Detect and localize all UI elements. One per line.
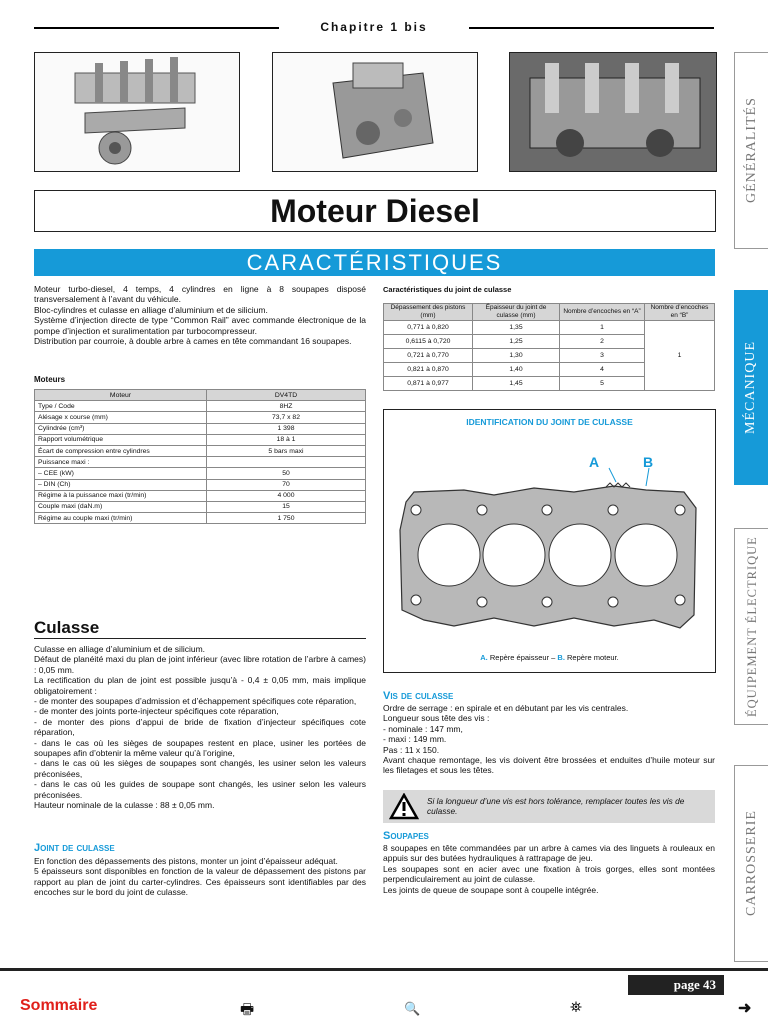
table-header: Nombre d’encoches en “B” [645, 304, 715, 321]
vis-line: - maxi : 149 mm. [383, 734, 447, 745]
side-tab-label: CARROSSERIE [744, 810, 759, 917]
table-cell: 1,35 [473, 321, 560, 335]
table-cell: 8HZ [207, 401, 366, 412]
intro-line: Système d’injection directe de type “Common Rail” avec commande électronique de la pompe d’injection et suralimentation par turbocompresseur. [34, 315, 366, 336]
culasse-line: Hauteur nominale de la culasse : 88 ± 0,05 mm. [34, 800, 215, 811]
joint-line: 5 épaisseurs sont disponibles en fonction de la valeur de dépassement des pistons par rapport au plan de joint du carter-cylindres. Ces épaisseurs sont identifiables par des encoches sur le bord du joint de culasse. [34, 866, 366, 898]
search-document-icon[interactable]: 🔍 [404, 1001, 421, 1016]
sommaire-link[interactable]: Sommaire [20, 997, 98, 1014]
table-cell: Régime au couple maxi (tr/min) [35, 513, 207, 524]
chapter-rule-left [34, 27, 279, 29]
culasse-line: - dans le cas où les sièges de soupapes sont changés, les usiner selon les valeurs préconisées, [34, 758, 366, 779]
table-cell: 0,871 à 0,977 [384, 377, 473, 391]
table-row [35, 468, 366, 479]
side-tab-label: GÉNÉRALITÉS [744, 97, 759, 204]
joint-heading: Joint de culasse [34, 842, 115, 854]
table-cell: 5 [560, 377, 645, 391]
table-header: DV4TD [207, 390, 366, 401]
vis-line: Avant chaque remontage, les vis doivent être brossées et enduites d’huile moteur sur les filetages et sous les têtes. [383, 755, 715, 776]
table-row [35, 412, 366, 423]
table-row [35, 423, 366, 434]
side-tab-mecanique[interactable] [734, 290, 768, 485]
table-cell: 4 000 [207, 490, 366, 501]
footer-rule [0, 968, 768, 971]
culasse-line: - de monter des soupapes d’admission et d’échappement spécifiques cote réparation, [34, 696, 357, 707]
label-a: A [589, 454, 600, 470]
table-header: Nombre d’encoches en “A” [560, 304, 645, 321]
intro-text [34, 284, 366, 346]
table-cell: Cylindrée (cm³) [35, 423, 207, 434]
vis-heading: Vis de culasse [383, 690, 454, 702]
culasse-line: - dans le cas où les guides de soupape sont changés, les usiner selon les valeurs préconisées. [34, 779, 366, 800]
table-row [35, 490, 366, 501]
culasse-line: Culasse en alliage d’aluminium et de silicium. [34, 644, 206, 654]
moteurs-heading: Moteurs [34, 375, 66, 384]
figure-title: IDENTIFICATION DU JOINT DE CULASSE [466, 417, 633, 427]
intro-line: Moteur turbo-diesel, 4 temps, 4 cylindres en ligne à 8 soupapes disposé transversalement à l’avant du véhicule. [34, 284, 366, 305]
table-cell: 4 [560, 363, 645, 377]
label-b: B [643, 454, 654, 470]
chapter-rule-right [469, 27, 714, 29]
warning-text: Si la longueur d’une vis est hors tolérance, remplacer toutes les vis de culasse. [427, 796, 685, 816]
vis-text [383, 703, 715, 776]
table-cell: 1 398 [207, 423, 366, 434]
table-header: Épaisseur du joint de culasse (mm) [473, 304, 560, 321]
table-cell: 3 [560, 349, 645, 363]
table-cell [207, 457, 366, 468]
table-cell: 1,30 [473, 349, 560, 363]
culasse-line: Défaut de planéité maxi du plan de joint inférieur (avec libre rotation de l’arbre à cames) : 0,05 mm. [34, 654, 366, 675]
table-cell: 18 à 1 [207, 434, 366, 445]
soupapes-heading: Soupapes [383, 830, 429, 842]
table-cell: – CEE (kW) [35, 468, 207, 479]
table-row [35, 513, 366, 524]
vis-line: Pas : 11 x 150. [383, 744, 440, 755]
table-cell: 1 [560, 321, 645, 335]
table-cell: 2 [560, 335, 645, 349]
table-cell: Alésage x course (mm) [35, 412, 207, 423]
gasket-drawing [384, 450, 715, 640]
joint-table-heading: Caractéristiques du joint de culasse [383, 285, 512, 294]
table-cell: – DIN (Ch) [35, 479, 207, 490]
table-row [35, 457, 366, 468]
table-cell: 1,40 [473, 363, 560, 377]
intro-line: Distribution par courroie, à double arbre à cames en tête commandant 16 soupapes. [34, 336, 352, 347]
binoculars-icon[interactable]: ⛯ [570, 999, 583, 1016]
side-tab-carrosserie[interactable] [734, 765, 768, 962]
soupapes-line: Les soupapes sont en acier avec une fixation à trois gorges, elles sont montées perpendiculairement au joint de culasse. [383, 863, 715, 885]
culasse-text [34, 644, 366, 811]
joint-line: En fonction des dépassements des pistons, monter un joint d’épaisseur adéquat. [34, 856, 338, 866]
figure-caption [384, 653, 715, 662]
gasket-figure [383, 409, 716, 673]
side-tab-label: MÉCANIQUE [743, 341, 758, 434]
caption-a-marker: A. [480, 653, 488, 662]
print-icon[interactable]: 🖶 [240, 1001, 255, 1018]
table-cell: 50 [207, 468, 366, 479]
page-number: page 43 [628, 975, 724, 995]
engine-illustration-1 [34, 52, 240, 172]
section-band: CARACTÉRISTIQUES [34, 249, 715, 276]
table-cell: Écart de compression entre cylindres [35, 445, 207, 456]
side-tab-equipement-electrique[interactable] [734, 528, 768, 725]
table-cell: 0,6115 à 0,720 [384, 335, 473, 349]
table-header-row [35, 390, 366, 401]
culasse-line: - dans le cas où les sièges de soupapes restent en place, usiner les portées de soupapes afin d’obtenir la même valeur qu’à l’origine, [34, 737, 366, 759]
table-row [384, 321, 715, 335]
soupapes-line: 8 soupapes en tête commandées par un arbre à cames via des linguets à rouleaux en appuis sur des butées hydrauliques à rattrapage de jeu. [383, 843, 715, 864]
table-row [35, 479, 366, 490]
table-cell: 1,25 [473, 335, 560, 349]
vis-line: Ordre de serrage : en spirale et en débutant par les vis centrales. [383, 703, 629, 713]
vis-line: - nominale : 147 mm, [383, 723, 463, 734]
warning-icon [389, 793, 419, 820]
warning-box [383, 790, 715, 823]
culasse-line: - de monter des joints porte-injecteur spécifiques cote réparation, [34, 706, 279, 717]
culasse-line: La rectification du plan de joint est possible jusqu’à - 0,4 ± 0,05 mm, mais implique obligatoirement : [34, 675, 366, 696]
caption-a-text: Repère épaisseur – [489, 653, 556, 662]
caption-b-marker: B. [557, 653, 565, 662]
culasse-heading: Culasse [34, 618, 366, 639]
joint-text [34, 856, 366, 898]
caption-b-text: Repère moteur. [567, 653, 619, 662]
table-header: Moteur [35, 390, 207, 401]
soupapes-line: Les joints de queue de soupape sont à coupelle intégrée. [383, 884, 599, 895]
next-page-arrow-icon[interactable]: ➜ [738, 1000, 752, 1017]
page-title: Moteur Diesel [34, 190, 716, 232]
moteurs-table [34, 389, 366, 524]
chapter-title: Chapitre 1 bis [312, 20, 435, 34]
table-header: Dépassement des pistons (mm) [384, 304, 473, 321]
table-cell: 0,721 à 0,770 [384, 349, 473, 363]
table-cell: 70 [207, 479, 366, 490]
table-row [35, 501, 366, 512]
vis-line: Longueur sous tête des vis : [383, 713, 490, 724]
table-row [35, 434, 366, 445]
table-cell: 15 [207, 501, 366, 512]
table-cell: 1 [645, 321, 715, 391]
engine-illustration-2 [272, 52, 478, 172]
table-cell: Couple maxi (daN.m) [35, 501, 207, 512]
chapter-header [34, 20, 714, 36]
soupapes-text [383, 843, 715, 895]
side-tab-generalites[interactable] [734, 52, 768, 249]
side-tab-label: ÉQUIPEMENT ÉLECTRIQUE [745, 536, 759, 717]
engine-illustration-3 [509, 52, 717, 172]
table-cell: 1 750 [207, 513, 366, 524]
table-cell: Rapport volumétrique [35, 434, 207, 445]
table-cell: 5 bars maxi [207, 445, 366, 456]
joint-table [383, 303, 715, 391]
table-header-row [384, 304, 715, 321]
table-row [35, 401, 366, 412]
table-cell: 0,771 à 0,820 [384, 321, 473, 335]
table-cell: Puissance maxi : [35, 457, 207, 468]
table-cell: 0,821 à 0,870 [384, 363, 473, 377]
table-row [35, 445, 366, 456]
culasse-line: - de monter des pions d’appui de bride de fixation d’injecteur spécifiques cote réparation, [34, 716, 366, 738]
table-cell: 73,7 x 82 [207, 412, 366, 423]
intro-line: Bloc-cylindres et culasse en alliage d’aluminium et de silicium. [34, 304, 268, 315]
table-cell: Régime à la puissance maxi (tr/min) [35, 490, 207, 501]
table-cell: 1,45 [473, 377, 560, 391]
table-cell: Type / Code [35, 401, 207, 412]
